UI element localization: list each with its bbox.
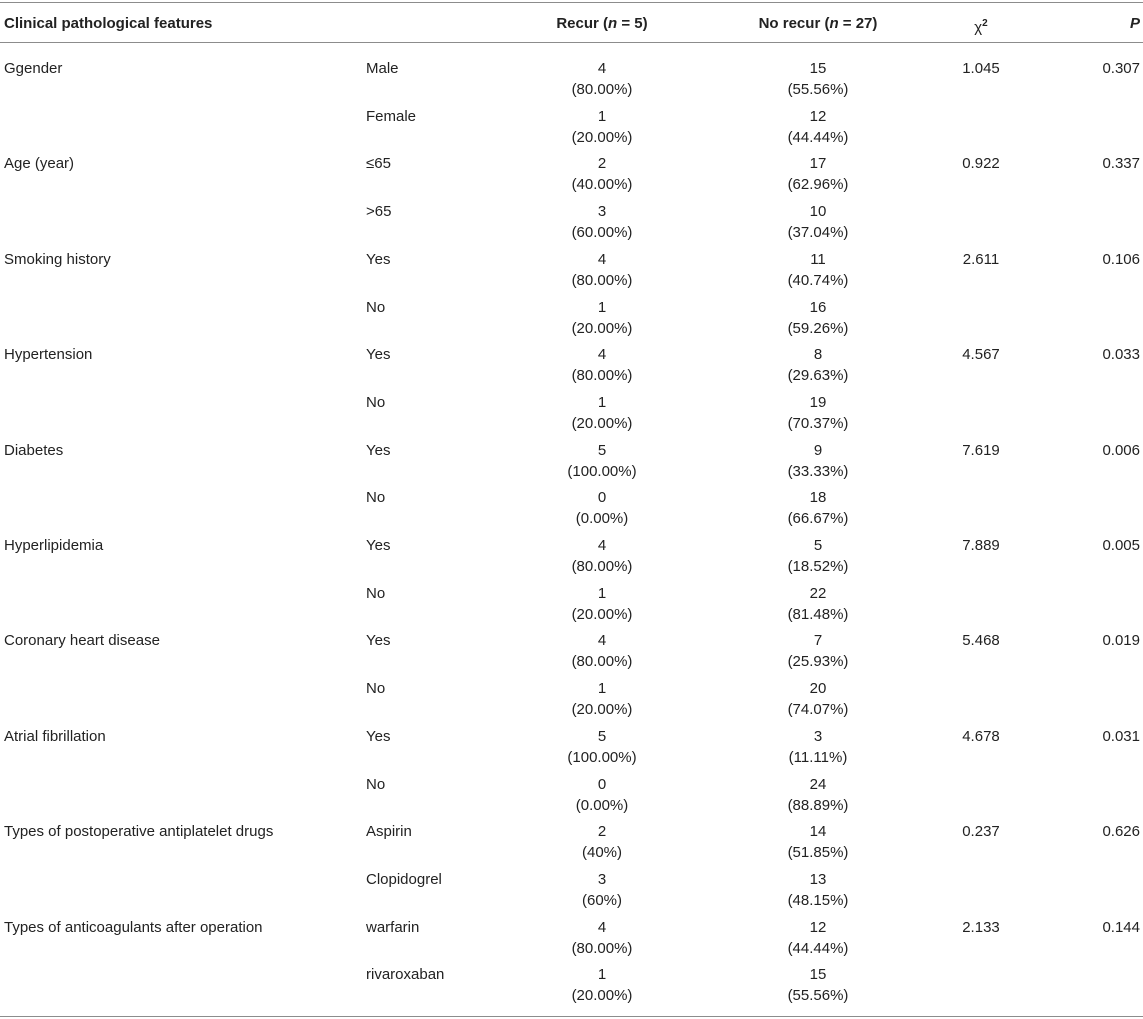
subgroup-cell: No xyxy=(366,394,386,411)
recur-cell xyxy=(496,106,708,148)
table-row xyxy=(0,201,1143,249)
recur-count: 4 xyxy=(597,346,607,363)
no-recur-cell xyxy=(709,249,927,291)
table-header-rule xyxy=(0,42,1143,43)
no-recur-percent: (48.15%) xyxy=(787,892,849,909)
no-recur-percent: (44.44%) xyxy=(787,940,849,957)
subgroup-cell: rivaroxaban xyxy=(366,966,445,983)
no-recur-count: 12 xyxy=(809,108,827,125)
no-recur-count: 18 xyxy=(809,489,827,506)
feature-cell: Smoking history xyxy=(4,251,111,268)
table-row xyxy=(0,678,1143,726)
recur-cell xyxy=(496,917,708,959)
chi-square-cell: 4.567 xyxy=(962,346,1000,363)
feature-cell: Diabetes xyxy=(4,442,64,459)
recur-percent: (80.00%) xyxy=(571,81,633,98)
subgroup-cell: Aspirin xyxy=(366,823,412,840)
no-recur-cell xyxy=(709,630,927,672)
header-recur xyxy=(496,14,708,34)
recur-count: 5 xyxy=(597,442,607,459)
subgroup-cell: No xyxy=(366,776,386,793)
no-recur-count: 22 xyxy=(809,585,827,602)
subgroup-cell: warfarin xyxy=(366,919,420,936)
chi-square-cell: 0.922 xyxy=(962,155,1000,172)
no-recur-percent: (55.56%) xyxy=(787,81,849,98)
no-recur-percent: (40.74%) xyxy=(787,272,849,289)
no-recur-count: 10 xyxy=(809,203,827,220)
subgroup-cell: Yes xyxy=(366,251,391,268)
header-p-value: P xyxy=(1129,15,1140,32)
feature-cell: Coronary heart disease xyxy=(4,632,160,649)
no-recur-percent: (25.93%) xyxy=(787,653,849,670)
no-recur-count: 9 xyxy=(813,442,823,459)
p-value-cell: 0.006 xyxy=(1102,442,1140,459)
subgroup-cell: No xyxy=(366,585,386,602)
table-row xyxy=(0,58,1143,106)
table-row xyxy=(0,535,1143,583)
no-recur-cell xyxy=(709,678,927,720)
recur-count: 0 xyxy=(597,776,607,793)
feature-cell: Hypertension xyxy=(4,346,93,363)
no-recur-count: 11 xyxy=(810,251,826,268)
recur-cell xyxy=(496,726,708,768)
subgroup-cell: ≤65 xyxy=(366,155,391,172)
feature-cell: Ggender xyxy=(4,60,63,77)
recur-percent: (80.00%) xyxy=(571,367,633,384)
recur-percent: (20.00%) xyxy=(571,320,633,337)
no-recur-count: 13 xyxy=(809,871,827,888)
recur-count: 4 xyxy=(597,251,607,268)
no-recur-cell xyxy=(709,106,927,148)
recur-cell xyxy=(496,344,708,386)
recur-percent: (20.00%) xyxy=(571,987,633,1004)
no-recur-cell xyxy=(709,344,927,386)
no-recur-count: 15 xyxy=(809,966,827,983)
recur-cell xyxy=(496,964,708,1006)
recur-percent: (80.00%) xyxy=(571,272,633,289)
subgroup-cell: Yes xyxy=(366,442,391,459)
subgroup-cell: Yes xyxy=(366,632,391,649)
table-row xyxy=(0,774,1143,822)
header-recur-n: n xyxy=(608,15,618,32)
table-row xyxy=(0,440,1143,488)
no-recur-cell xyxy=(709,392,927,434)
recur-percent: (80.00%) xyxy=(571,940,633,957)
no-recur-count: 14 xyxy=(809,823,827,840)
no-recur-count: 7 xyxy=(813,632,823,649)
recur-count: 1 xyxy=(597,585,607,602)
recur-cell xyxy=(496,869,708,911)
no-recur-percent: (18.52%) xyxy=(787,558,849,575)
recur-cell xyxy=(496,201,708,243)
table-top-rule xyxy=(0,2,1143,3)
recur-percent: (40.00%) xyxy=(571,176,633,193)
recur-percent: (100.00%) xyxy=(567,463,637,480)
recur-count: 4 xyxy=(597,537,607,554)
no-recur-count: 15 xyxy=(809,60,827,77)
recur-cell xyxy=(496,440,708,482)
recur-percent: (20.00%) xyxy=(571,129,633,146)
chi-square-cell: 1.045 xyxy=(962,60,1000,77)
recur-count: 1 xyxy=(597,108,607,125)
p-value-cell: 0.033 xyxy=(1102,346,1140,363)
recur-percent: (60%) xyxy=(581,892,622,909)
no-recur-percent: (51.85%) xyxy=(787,844,849,861)
recur-count: 3 xyxy=(597,203,607,220)
subgroup-cell: No xyxy=(366,489,386,506)
subgroup-cell: Yes xyxy=(366,537,391,554)
chi-square-cell: 2.611 xyxy=(962,251,1000,268)
header-no-recur xyxy=(709,14,927,34)
p-value-cell: 0.031 xyxy=(1102,728,1140,745)
table-row xyxy=(0,821,1143,869)
chi-square-cell: 4.678 xyxy=(962,728,1000,745)
recur-percent: (60.00%) xyxy=(571,224,633,241)
no-recur-count: 19 xyxy=(809,394,827,411)
subgroup-cell: Clopidogrel xyxy=(366,871,442,888)
chi-square-cell: 7.619 xyxy=(962,442,1000,459)
no-recur-percent: (33.33%) xyxy=(787,463,849,480)
no-recur-percent: (11.11%) xyxy=(788,749,848,766)
no-recur-cell xyxy=(709,964,927,1006)
table-row xyxy=(0,392,1143,440)
no-recur-percent: (62.96%) xyxy=(787,176,849,193)
no-recur-percent: (88.89%) xyxy=(787,797,849,814)
subgroup-cell: No xyxy=(366,680,386,697)
table-row xyxy=(0,344,1143,392)
recur-percent: (80.00%) xyxy=(571,653,633,670)
no-recur-count: 20 xyxy=(809,680,827,697)
header-recur-prefix: Recur ( xyxy=(556,15,609,32)
chi-square-cell: 2.133 xyxy=(962,919,1000,936)
recur-count: 1 xyxy=(597,394,607,411)
no-recur-count: 3 xyxy=(813,728,823,745)
recur-cell xyxy=(496,249,708,291)
no-recur-cell xyxy=(709,726,927,768)
header-clinical-features: Clinical pathological features xyxy=(4,15,213,32)
recur-count: 1 xyxy=(597,966,607,983)
p-value-cell: 0.005 xyxy=(1102,537,1140,554)
table-row xyxy=(0,153,1143,201)
no-recur-percent: (29.63%) xyxy=(787,367,849,384)
no-recur-percent: (55.56%) xyxy=(787,987,849,1004)
subgroup-cell: >65 xyxy=(366,203,392,220)
no-recur-cell xyxy=(709,774,927,816)
table-row xyxy=(0,726,1143,774)
recur-count: 2 xyxy=(597,823,607,840)
p-value-cell: 0.019 xyxy=(1102,632,1140,649)
no-recur-cell xyxy=(709,487,927,529)
table-bottom-rule xyxy=(0,1016,1143,1017)
no-recur-cell xyxy=(709,58,927,100)
no-recur-percent: (70.37%) xyxy=(787,415,849,432)
recur-percent: (20.00%) xyxy=(571,606,633,623)
no-recur-count: 16 xyxy=(809,299,827,316)
no-recur-percent: (59.26%) xyxy=(787,320,849,337)
recur-cell xyxy=(496,297,708,339)
recur-count: 1 xyxy=(597,299,607,316)
p-value-cell: 0.337 xyxy=(1102,155,1140,172)
feature-cell: Atrial fibrillation xyxy=(4,728,106,745)
subgroup-cell: Female xyxy=(366,108,417,125)
recur-percent: (0.00%) xyxy=(575,797,629,814)
chi-square-cell: 5.468 xyxy=(962,632,1000,649)
no-recur-percent: (74.07%) xyxy=(787,701,849,718)
chi-square-cell: 0.237 xyxy=(962,823,1000,840)
recur-cell xyxy=(496,774,708,816)
table-row xyxy=(0,917,1143,965)
no-recur-cell xyxy=(709,153,927,195)
subgroup-cell: No xyxy=(366,299,386,316)
header-chi-symbol: χ xyxy=(974,19,983,36)
no-recur-cell xyxy=(709,821,927,863)
table-row xyxy=(0,583,1143,631)
no-recur-count: 8 xyxy=(813,346,823,363)
subgroup-cell: Male xyxy=(366,60,399,77)
recur-count: 4 xyxy=(597,60,607,77)
no-recur-cell xyxy=(709,917,927,959)
no-recur-cell xyxy=(709,583,927,625)
no-recur-percent: (81.48%) xyxy=(787,606,849,623)
recur-count: 3 xyxy=(597,871,607,888)
recur-percent: (80.00%) xyxy=(571,558,633,575)
recur-cell xyxy=(496,535,708,577)
recur-cell xyxy=(496,153,708,195)
header-chi-superscript: 2 xyxy=(982,18,988,29)
p-value-cell: 0.626 xyxy=(1102,823,1140,840)
no-recur-cell xyxy=(709,201,927,243)
no-recur-cell xyxy=(709,440,927,482)
table-row xyxy=(0,249,1143,297)
header-no-recur-n: n xyxy=(829,15,839,32)
feature-cell: Types of postoperative antiplatelet drugs xyxy=(4,823,274,840)
no-recur-cell xyxy=(709,869,927,911)
feature-cell: Types of anticoagulants after operation xyxy=(4,919,263,936)
recur-cell xyxy=(496,487,708,529)
chi-square-cell: 7.889 xyxy=(962,537,1000,554)
feature-cell: Age (year) xyxy=(4,155,75,172)
header-recur-suffix: = 5) xyxy=(617,15,648,32)
recur-count: 4 xyxy=(597,919,607,936)
no-recur-count: 24 xyxy=(809,776,827,793)
header-chi-square xyxy=(935,14,1027,34)
recur-count: 4 xyxy=(597,632,607,649)
recur-percent: (0.00%) xyxy=(575,510,629,527)
recur-cell xyxy=(496,821,708,863)
table-row xyxy=(0,106,1143,154)
no-recur-percent: (44.44%) xyxy=(787,129,849,146)
recur-cell xyxy=(496,630,708,672)
no-recur-cell xyxy=(709,535,927,577)
no-recur-cell xyxy=(709,297,927,339)
subgroup-cell: Yes xyxy=(366,728,391,745)
no-recur-count: 12 xyxy=(809,919,827,936)
header-no-recur-prefix: No recur ( xyxy=(758,15,830,32)
recur-count: 2 xyxy=(597,155,607,172)
no-recur-percent: (66.67%) xyxy=(787,510,849,527)
recur-percent: (100.00%) xyxy=(567,749,637,766)
table-row xyxy=(0,297,1143,345)
p-value-cell: 0.106 xyxy=(1102,251,1140,268)
recur-count: 1 xyxy=(597,680,607,697)
subgroup-cell: Yes xyxy=(366,346,391,363)
recur-count: 5 xyxy=(597,728,607,745)
recur-percent: (20.00%) xyxy=(571,415,633,432)
recur-cell xyxy=(496,583,708,625)
table-row xyxy=(0,487,1143,535)
table-row xyxy=(0,964,1143,1012)
recur-percent: (40%) xyxy=(581,844,622,861)
recur-cell xyxy=(496,392,708,434)
recur-percent: (20.00%) xyxy=(571,701,633,718)
no-recur-count: 17 xyxy=(809,155,827,172)
feature-cell: Hyperlipidemia xyxy=(4,537,104,554)
p-value-cell: 0.307 xyxy=(1102,60,1140,77)
header-no-recur-suffix: = 27) xyxy=(838,15,878,32)
no-recur-percent: (37.04%) xyxy=(787,224,849,241)
recur-cell xyxy=(496,58,708,100)
p-value-cell: 0.144 xyxy=(1102,919,1140,936)
table-row xyxy=(0,630,1143,678)
recur-count: 0 xyxy=(597,489,607,506)
no-recur-count: 5 xyxy=(813,537,823,554)
recur-cell xyxy=(496,678,708,720)
table-row xyxy=(0,869,1143,917)
